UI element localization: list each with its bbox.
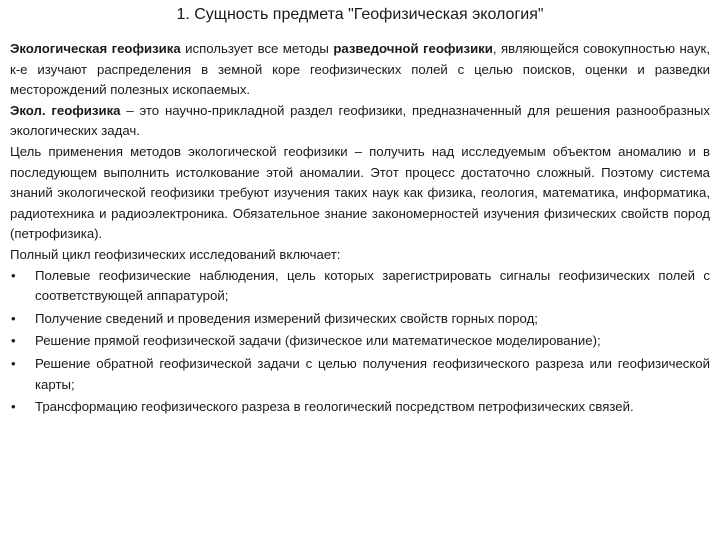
list-item	[10, 266, 710, 307]
definition-text: – это научно-прикладной раздел геофизики, предназначенный для решения разнообразных экологических задач.	[10, 102, 710, 139]
bullet-icon: •	[11, 333, 16, 349]
list-item	[10, 354, 710, 395]
list-item	[10, 397, 710, 418]
term-exploration-geophysics: разведочной геофизики	[333, 41, 493, 56]
cycle-list	[10, 266, 710, 418]
list-item-text: Решение обратной геофизической задачи с целью получения геофизического разреза или геофизической карты;	[35, 355, 710, 392]
list-item-text: Решение прямой геофизической задачи (физическое или математическое моделирование);	[35, 333, 601, 349]
bullet-icon: •	[11, 355, 16, 371]
intro-paragraph	[10, 39, 710, 101]
list-item	[10, 331, 710, 352]
slide-content	[10, 39, 710, 420]
list-item-text: Получение сведений и проведения измерений физических свойств горных пород;	[35, 310, 538, 326]
definition-paragraph	[10, 101, 710, 142]
definition-term: Экол. геофизика	[10, 102, 121, 118]
list-item-text: Полевые геофизические наблюдения, цель которых зарегистрировать сигналы геофизических полей с соответствующей аппаратурой;	[35, 267, 710, 304]
bullet-icon: •	[11, 310, 16, 326]
bullet-icon: •	[11, 267, 16, 283]
bullet-icon: •	[11, 399, 16, 415]
goal-paragraph: Цель применения методов экологической геофизики – получить над исследуемым объектом аномалию и в последующем выполнить истолкование этой аномалии. Этот процесс достаточно сложный. Поэтому система знаний экологической геофизики требуют изучения таких наук как физика, геология, математика, информатика, радиотехника и радиоэлектроника. Обязательное знание закономерностей изучения физических свойств пород (петрофизика).	[10, 143, 710, 242]
intro-text-1: использует все методы	[180, 41, 334, 56]
term-ecological-geophysics: Экологическая геофизика	[10, 41, 181, 56]
cycle-intro: Полный цикл геофизических исследований включает:	[10, 246, 341, 262]
list-item-text: Трансформацию геофизического разреза в геологический посредством петрофизических связей.	[35, 399, 634, 415]
slide-title: 1. Сущность предмета "Геофизическая экология"	[176, 6, 544, 23]
list-item	[10, 309, 710, 330]
intro-text-2: , являющейся совокупностью наук, к-е изучают распределения в земной коре геофизических полей с целью поисков, оценки и разведки месторождений полезных ископаемых.	[10, 41, 710, 98]
